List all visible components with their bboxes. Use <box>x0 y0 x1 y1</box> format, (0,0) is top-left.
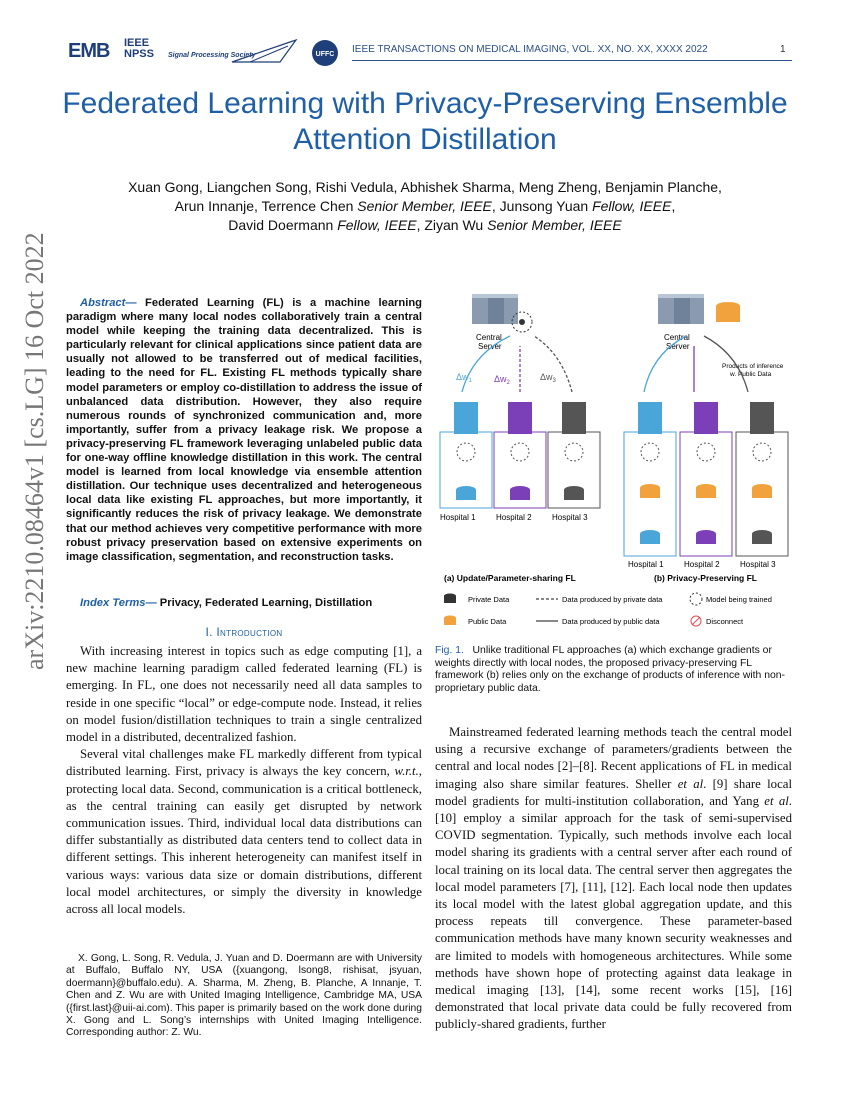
svg-text:w. Public Data: w. Public Data <box>730 371 772 378</box>
section-heading: I. Introduction <box>205 625 283 639</box>
subcaption-b: (b) Privacy-Preserving FL <box>654 573 757 583</box>
svg-text:Server: Server <box>666 342 690 351</box>
svg-text:Δw1: $\Delta w_1$ <box>456 372 472 384</box>
page-number: 1 <box>780 44 786 55</box>
arxiv-stamp: arXiv:2210.08464v1 [cs.LG] 16 Oct 2022 <box>20 232 49 670</box>
npss-logo: IEEE NPSS <box>124 37 154 60</box>
svg-text:Private Data: Private Data <box>468 595 510 604</box>
intro-paragraph-1: With increasing interest in topics such as edge computing [1], a new machine learning paradigm called federated learning (FL) is emerging. In FL, one does not necessarily need all data samples to reside in one specific “local” or edge-compute node. Instead, it relies on model fusion/distillation techniques to train a single centralized model in a distributed, decentralized fashion. <box>66 644 422 745</box>
svg-text:Δw3: $\Delta w_3$ <box>540 372 556 384</box>
server-icon-a <box>472 294 518 324</box>
hospital-3-b <box>736 402 788 556</box>
hospital-1-b <box>624 402 676 556</box>
sps-wing-icon <box>230 36 300 66</box>
svg-text:Hospital 3: Hospital 3 <box>552 513 588 522</box>
public-data-icon-server <box>716 302 740 322</box>
index-terms: Index Terms— Privacy, Federated Learning, Distillation <box>80 597 373 609</box>
intro-paragraph-2: Several vital challenges make FL markedly different from typical distributed learning. First, privacy is always the key concern, w.r.t., protecting local data. Second, communication is a critical bottleneck, as the central training can easily get disrupted by network communication issues. Third, individual local data distributions can differ substantially as distributed data centers tend to collect data in different settings. This inherent heterogeneity can manifest itself in various ways: various data size or domain distributions, different local model architectures, or simply the diversity in knowledge across all local models. <box>66 747 422 917</box>
svg-text:Public Data: Public Data <box>468 617 507 626</box>
abstract: Abstract— Federated Learning (FL) is a machine learning paradigm where many local nodes collaboratively train a central model while keeping the training data decentralized. This is particularly relevant for clinical applications since patient data are usually not allowed to be transferred out of medical facilities, leading to the need for FL. Existing FL methods typically share model parameters or employ co-distillation to address the issue of unbalanced data distribution. However, they also require numerous rounds of synchronized communication and, more importantly, suffer from a privacy leakage risk. We propose a privacy-preserving FL framework leveraging unlabeled public data for one-way offline knowledge distillation in this work. The central model is learned from local knowledge via ensemble attention distillation. Our technique uses decentralized and heterogeneous local data like existing FL approaches, but more importantly, it significantly reduces the risk of privacy leakage. We demonstrate that our method achieves very competitive performance with more robust privacy preservation based on extensive experiments on image classification, segmentation, and reconstruction tasks. <box>66 297 423 563</box>
index-terms-label: Index Terms <box>80 597 146 609</box>
author-list <box>40 178 810 235</box>
svg-text:Model being trained: Model being trained <box>706 595 772 604</box>
uffc-logo <box>310 38 340 68</box>
signal-processing-society-logo: Signal Processing Society <box>168 52 256 59</box>
svg-text:Data produced by public data: Data produced by public data <box>562 617 660 626</box>
hospital-3-a <box>548 402 600 508</box>
journal-header: IEEE TRANSACTIONS ON MEDICAL IMAGING, VOL. XX, NO. XX, XXXX 2022 <box>352 44 708 55</box>
emb-logo: EMB <box>68 40 110 62</box>
figure-caption: Fig. 1. Unlike traditional FL approaches (a) which exchange gradients or weights directly with local nodes, the proposed privacy-preserving FL framework (b) relies only on the exchange of products of inference with non-proprietary public data. <box>435 645 785 694</box>
author-footnote: X. Gong, L. Song, R. Vedula, J. Yuan and D. Doermann are with University at Buffalo, Buffalo NY, USA ({xuangong, lsong8, rishisat, jsyuan, doermann}@buffalo.edu). A. Sharma, M. Zheng, B. Planche, A Innanje, T. Chen and Z. Wu are with United Imaging Intelligence, Cambridge MA, USA ({first.last}@uii-ai.com). This paper is primarily based on the work done during X. Gong and L. Song’s internships with United Imaging Intelligence. Corresponding author: Z. Wu. <box>66 953 422 1039</box>
paper-title: Federated Learning with Privacy-Preserving Ensemble Attention Distillation <box>62 87 788 156</box>
hospital-2-b <box>680 402 732 556</box>
abstract-text: Federated Learning (FL) is a machine learning paradigm where many local nodes collaboratively train a central model while keeping the training data decentralized. This is particularly relevant for clinical applications since patient data are usually not allowed to be transferred out of medical facilities, leading to the need for FL. Existing FL methods typically share model parameters or employ co-distillation to address the issue of unbalanced data distribution. However, they also require numerous rounds of synchronized communication and, more importantly, suffer from a privacy leakage risk. We propose a privacy-preserving FL framework leveraging unlabeled public data for one-way offline knowledge distillation in this work. The central model is learned from local knowledge via ensemble attention distillation. Our technique uses decentralized and heterogeneous local data like existing FL approaches, but more importantly, it significantly reduces the risk of privacy leakage. We demonstrate that our method achieves very competitive performance with more robust privacy preservation based on extensive experiments on image classification, segmentation, and reconstruction tasks. <box>66 297 423 563</box>
right-paragraph-1: Mainstreamed federated learning methods teach the central model using a recursive exchange of parameters/gradients between the central and local nodes [2]–[8]. Recent applications of FL in medical imaging also share similar features. Sheller et al. [9] share local model gradients for multi-institution collaboration, and Yang et al. [10] employ a similar approach for the task of semi-supervised COVID segmentation. Typically, such methods involve each local model sharing its gradients with a central server after each round of local training on its local data. The central server then aggregates the local model parameters [7], [11], [12]. Each local node then updates its local model with the latest global aggregation update, and this process repeats till convergence. These parameter-based communication methods have many known security weaknesses and are limited to models with homogeneous architectures. While some methods have shown hope of protecting against data leakage in medical imaging [13], [14], some recent works [15], [16] demonstrated that local private data could be fully recovered from publicly-shared gradients, further <box>435 725 792 1032</box>
svg-text:Central: Central <box>664 333 690 342</box>
legend-disconnect-icon <box>691 616 701 626</box>
abstract-label: Abstract <box>80 297 126 309</box>
subcaption-a: (a) Update/Parameter-sharing FL <box>444 573 576 583</box>
hospital-2-a <box>494 402 546 508</box>
authors-line-1: Xuan Gong, Liangchen Song, Rishi Vedula, Abhishek Sharma, Meng Zheng, Benjamin Planche, <box>128 179 722 195</box>
svg-text:Hospital 1: Hospital 1 <box>440 513 476 522</box>
svg-text:Products of inference: Products of inference <box>722 363 784 370</box>
server-icon-b <box>658 294 704 324</box>
right-column-text <box>435 724 792 1034</box>
svg-text:Central: Central <box>476 333 502 342</box>
legend-private-data-icon <box>444 594 456 604</box>
authors-line-3: David Doermann Fellow, IEEE, Ziyan Wu Senior Member, IEEE <box>228 217 622 233</box>
svg-text:Data produced by private data: Data produced by private data <box>562 595 663 604</box>
svg-text:Disconnect: Disconnect <box>706 617 744 626</box>
svg-text:Hospital 1: Hospital 1 <box>628 560 664 569</box>
svg-text:UFFC: UFFC <box>315 51 335 58</box>
figure-1 <box>432 284 792 636</box>
index-terms-text: Privacy, Federated Learning, Distillation <box>159 597 373 609</box>
svg-text:Hospital 3: Hospital 3 <box>740 560 776 569</box>
hospital-1-a <box>440 402 492 508</box>
svg-text:Hospital 2: Hospital 2 <box>496 513 532 522</box>
intro-text <box>66 643 422 918</box>
svg-text:Hospital 2: Hospital 2 <box>684 560 720 569</box>
legend-public-data-icon <box>444 616 456 626</box>
authors-line-2: Arun Innanje, Terrence Chen Senior Member, IEEE, Junsong Yuan Fellow, IEEE, <box>174 198 676 214</box>
svg-text:Δw2: $\Delta w_2$ <box>494 374 510 386</box>
svg-text:Server: Server <box>478 342 502 351</box>
header-rule <box>352 60 792 61</box>
legend-model-icon <box>690 593 702 605</box>
